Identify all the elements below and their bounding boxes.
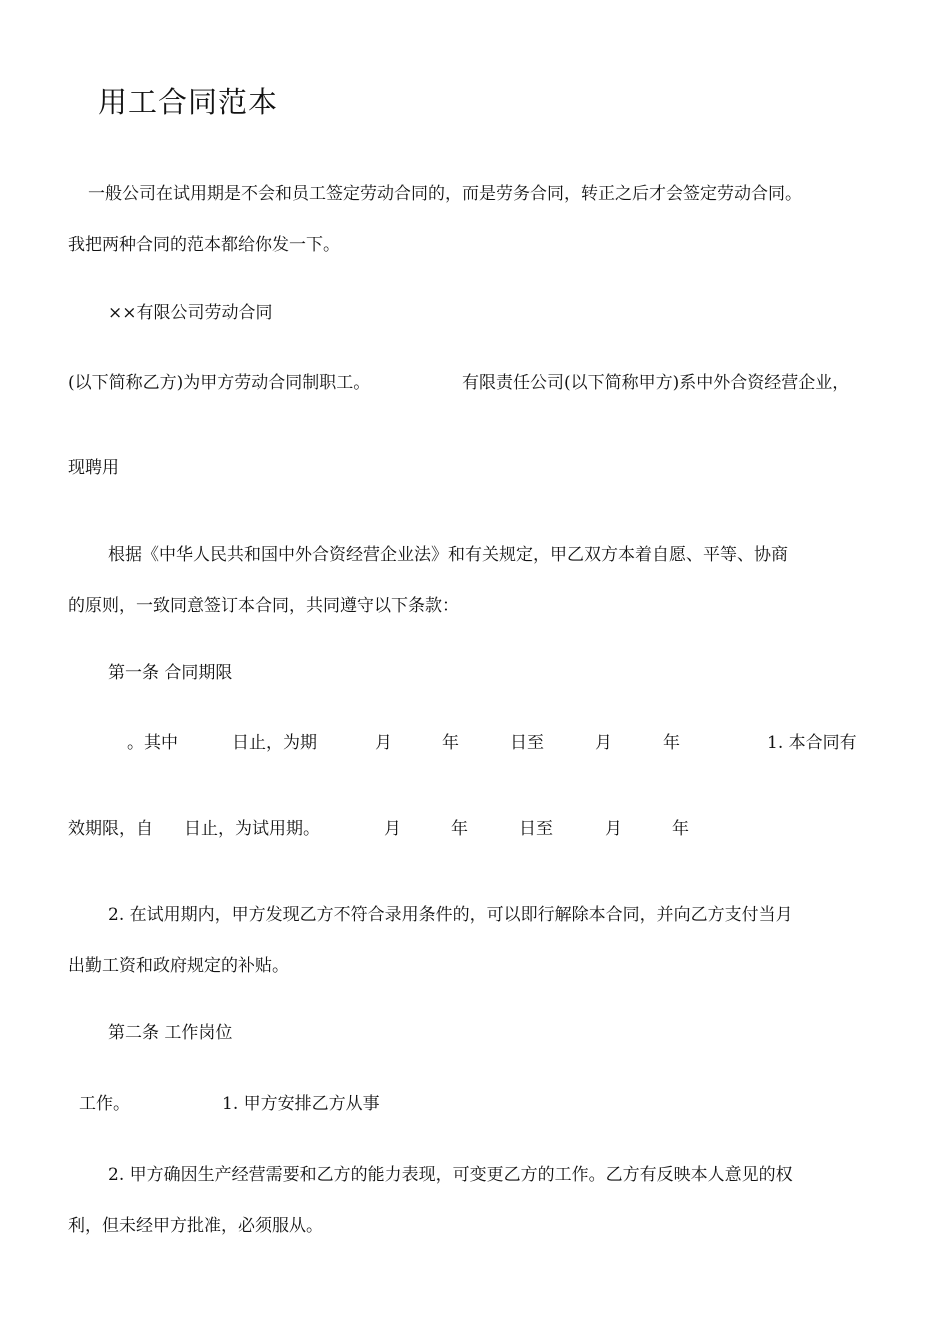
article-1-row2-cell: 年: [672, 819, 689, 839]
article-1-row1-cell: 日止，为期: [232, 733, 317, 753]
contract-heading: ××有限公司劳动合同: [108, 303, 273, 323]
party-b-clause: (以下简称乙方)为甲方劳动合同制职工。: [68, 373, 371, 393]
article-2-item-1-text: 1. 甲方安排乙方从事: [222, 1094, 380, 1114]
article-1-row2-cell: 年: [451, 819, 468, 839]
article-1-row1-cell: 月: [375, 733, 392, 753]
article-1-item-2-line-2: 出勤工资和政府规定的补贴。: [68, 956, 289, 976]
article-1-row2-cell: 日止，为试用期。: [184, 819, 320, 839]
intro-paragraph-line-1: 一般公司在试用期是不会和员工签定劳动合同的，而是劳务合同，转正之后才会签定劳动合同。: [88, 184, 802, 204]
article-1-row1-cell: 日至: [510, 733, 544, 753]
article-1-row2-cell: 月: [605, 819, 622, 839]
article-1-row2-cell: 日至: [519, 819, 553, 839]
basis-paragraph-line-1: 根据《中华人民共和国中外合资经营企业法》和有关规定，甲乙双方本着自愿、平等、协商: [108, 545, 788, 565]
article-1-item-2-line-1: 2. 在试用期内，甲方发现乙方不符合录用条件的，可以即行解除本合同，并向乙方支付当月: [108, 905, 793, 925]
basis-paragraph-line-2: 的原则，一致同意签订本合同，共同遵守以下条款：: [68, 596, 459, 616]
intro-paragraph-line-2: 我把两种合同的范本都给你发一下。: [68, 235, 340, 255]
article-1-row1-cell: 。其中: [127, 733, 178, 753]
hire-now-text: 现聘用: [68, 458, 119, 478]
article-1-row2-cell: 月: [384, 819, 401, 839]
article-2-item-1-suffix: 工作。: [79, 1094, 130, 1114]
article-1-row1-cell: 年: [442, 733, 459, 753]
article-2-heading: 第二条 工作岗位: [108, 1023, 233, 1043]
document-title: 用工合同范本: [98, 85, 279, 119]
party-a-clause: 有限责任公司(以下简称甲方)系中外合资经营企业，: [462, 373, 850, 393]
article-1-row1-cell: 年: [663, 733, 680, 753]
article-1-row1-cell: 月: [595, 733, 612, 753]
article-1-row2-cell: 效期限，自: [68, 819, 153, 839]
article-2-item-2-line-2: 利，但未经甲方批准，必须服从。: [68, 1216, 323, 1236]
article-2-item-2-line-1: 2. 甲方确因生产经营需要和乙方的能力表现，可变更乙方的工作。乙方有反映本人意见的权: [108, 1165, 793, 1185]
article-1-heading: 第一条 合同期限: [108, 663, 233, 683]
article-1-row1-cell: 1. 本合同有: [767, 733, 857, 753]
